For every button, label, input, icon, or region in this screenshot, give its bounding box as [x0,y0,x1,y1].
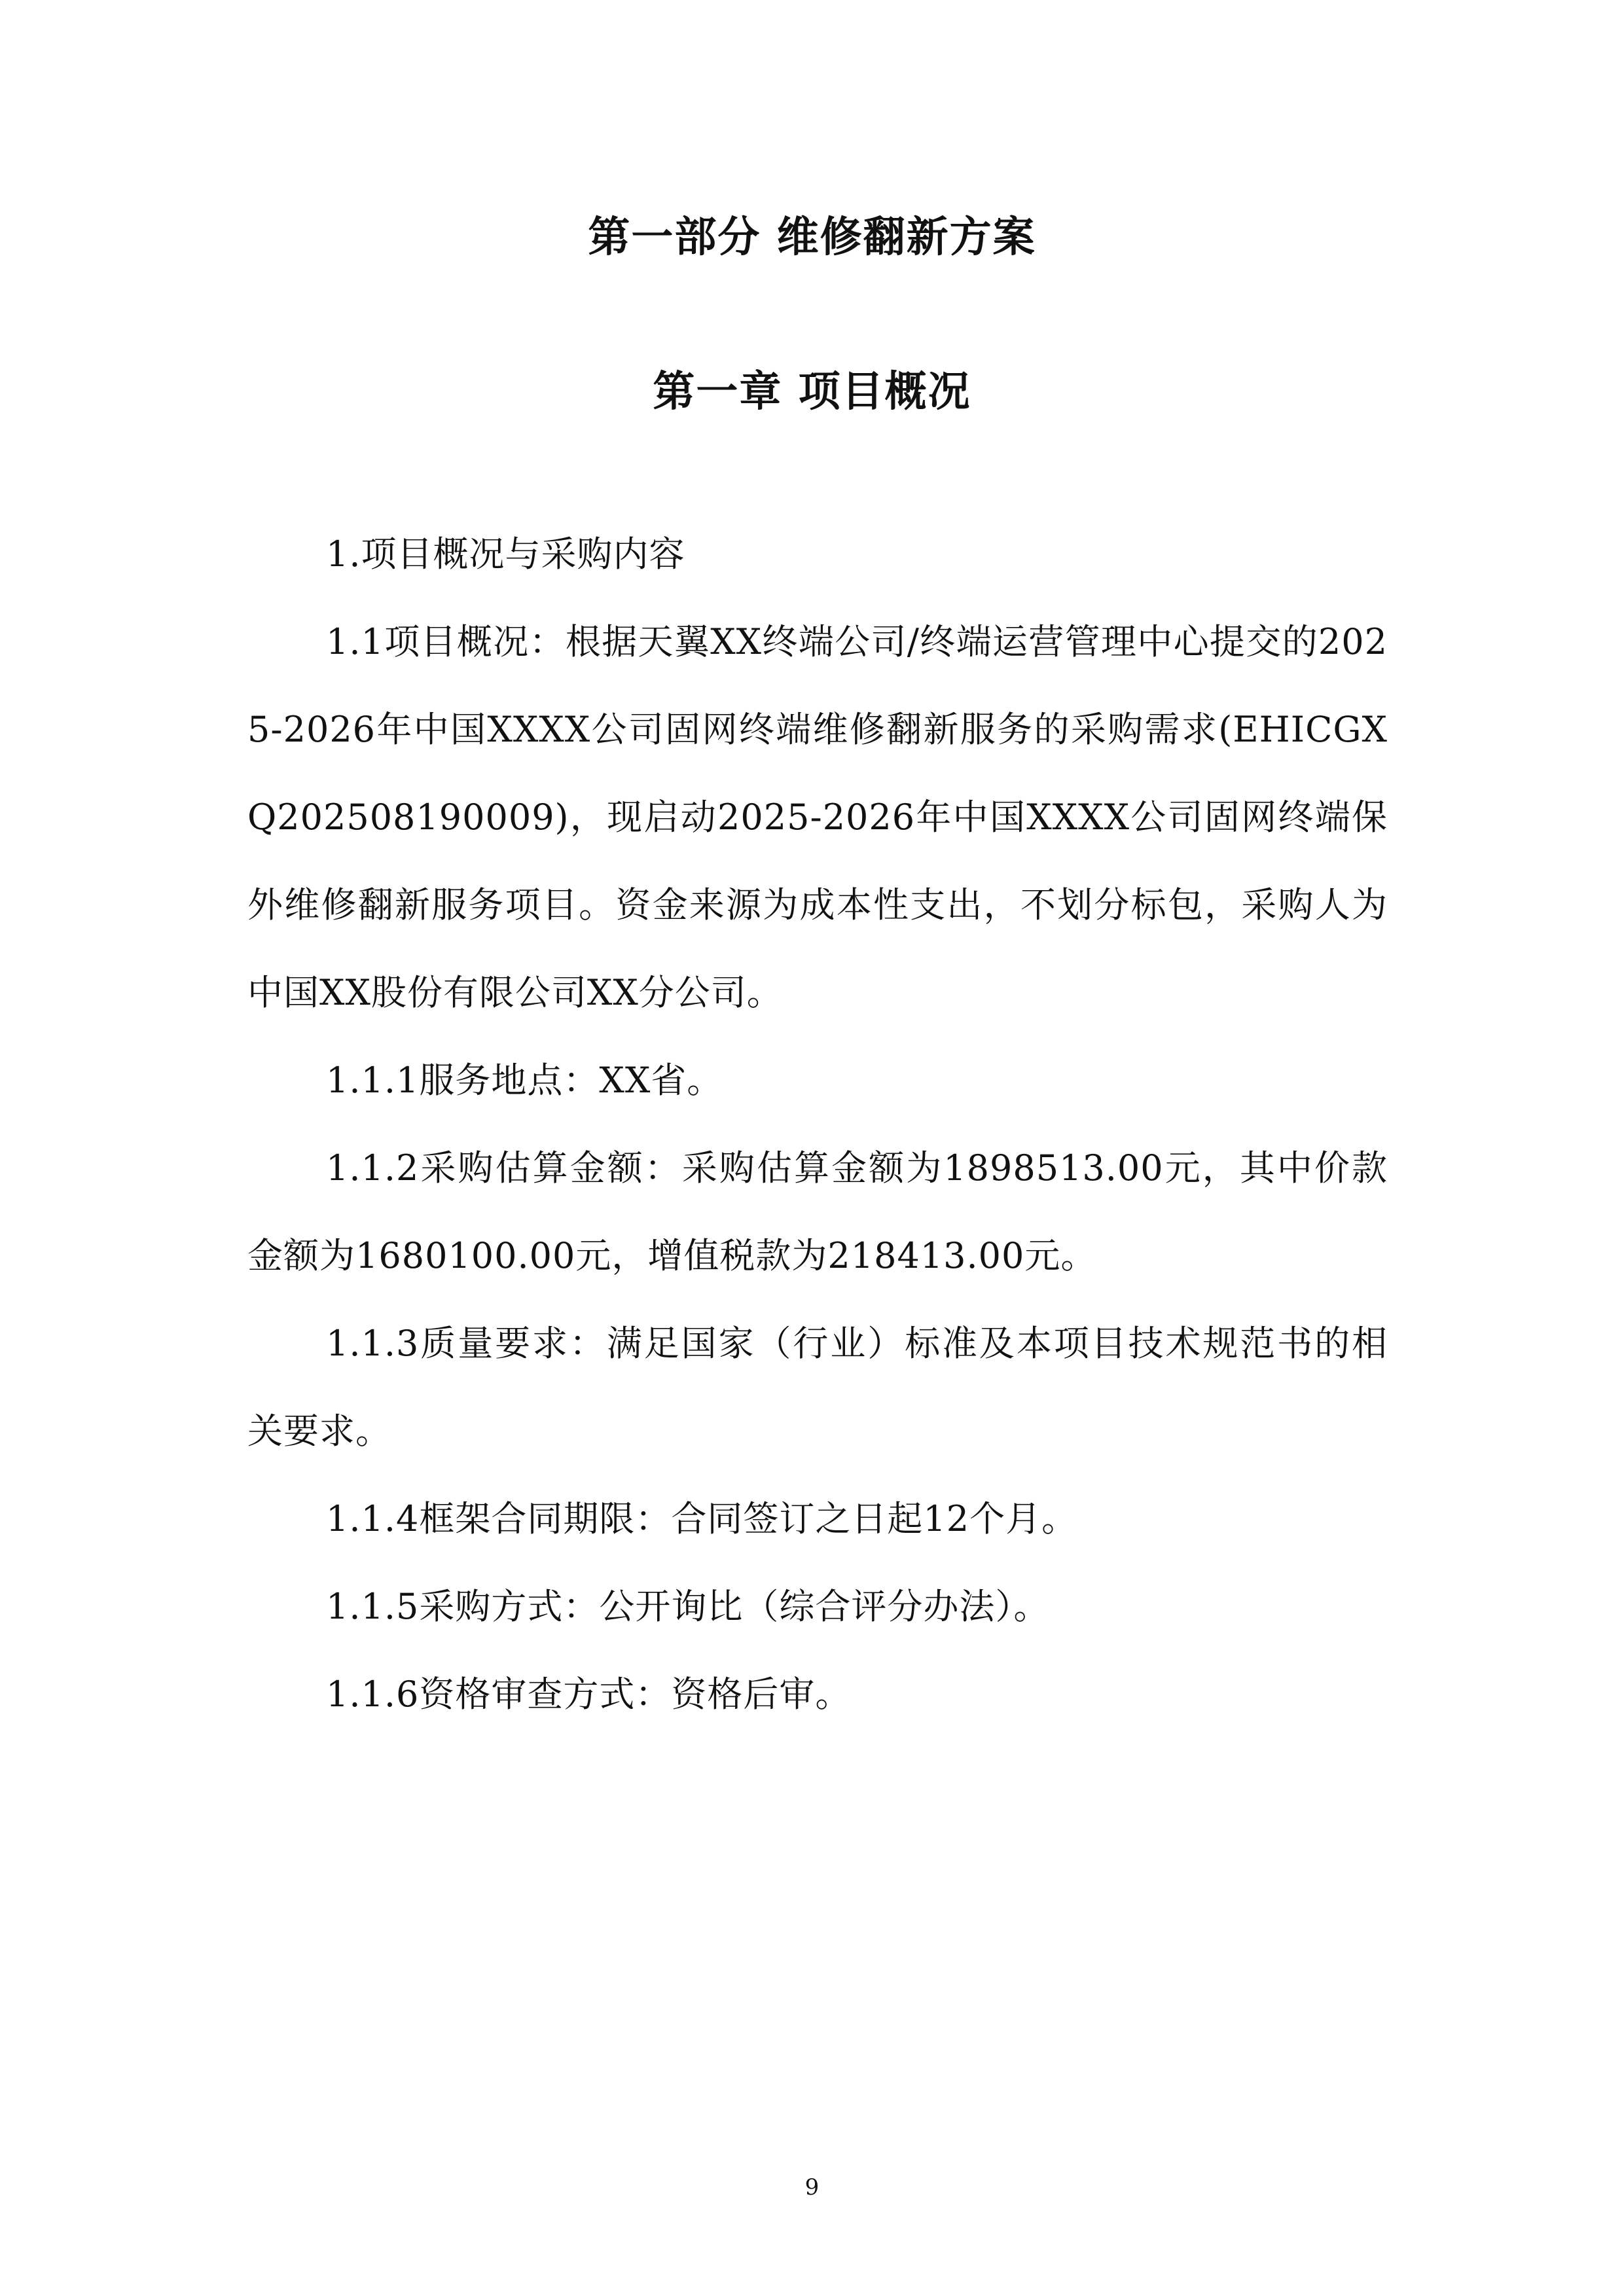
part-title: 第一部分 维修翻新方案 [588,213,1036,262]
qualification-review-paragraph: 1.1.6资格审查方式：资格后审。 [326,1674,852,1715]
contract-term-paragraph: 1.1.4框架合同期限：合同签订之日起12个月。 [326,1498,1078,1539]
service-location-paragraph: 1.1.1服务地点：XX省。 [326,1060,723,1101]
procurement-method-paragraph: 1.1.5采购方式：公开询比（综合评分办法）。 [326,1586,1050,1627]
estimated-amount-paragraph: 1.1.2采购估算金额：采购估算金额为1898513.00元，其中价款金额为1680100.00元，增值税款为218413.00元。 [247,1147,1388,1276]
body-text [247,511,1388,1738]
page-number: 9 [804,2174,820,2200]
quality-requirement-paragraph: 1.1.3质量要求：满足国家（行业）标准及本项目技术规范书的相关要求。 [247,1323,1388,1452]
section-heading-paragraph: 1.项目概况与采购内容 [326,533,685,575]
chapter-title: 第一章 项目概况 [653,368,971,416]
project-overview-paragraph: 1.1项目概况：根据天翼XX终端公司/终端运营管理中心提交的2025-2026年中国XXXX公司固网终端维修翻新服务的采购需求(EHICGXQ202508190009)，现启动2025-2026年中国XXXX公司固网终端保外维修翻新服务项目。资金来源为成本性支出，不划分标包，采购人为中国XX股份有限公司XX分公司。 [247,621,1388,1013]
